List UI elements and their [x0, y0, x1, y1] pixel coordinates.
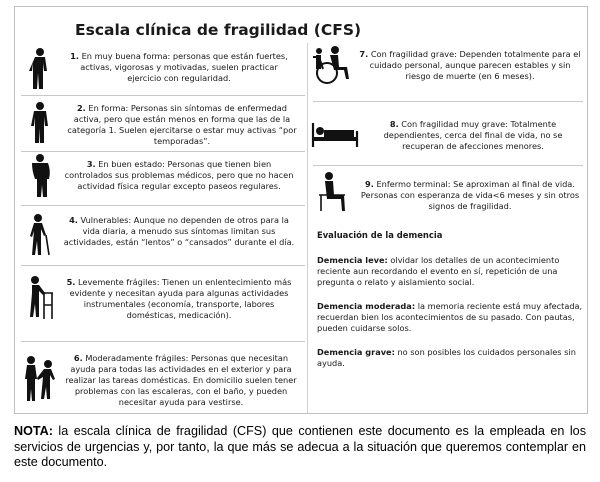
frailty-item-8 [311, 103, 587, 165]
dementia-mild-text: olvidar los detalles de un acontecimiento reciente aun recordando el evento en sí, repetición de una pregunta o relato y aislamiento social. [317, 255, 560, 287]
dementia-mild [317, 255, 585, 288]
heavy-man-standing-icon [26, 153, 54, 199]
item-2-number: 2. [76, 103, 86, 113]
man-standing-icon [27, 101, 53, 145]
item-3-number: 3. [86, 159, 96, 169]
man-with-cane-icon [25, 213, 55, 257]
dementia-moderate [317, 301, 585, 334]
person-in-wheelchair-icon [311, 45, 353, 85]
item-6-text: Moderadamente frágiles: Personas que necesitan ayuda para todas las actividades en el exterior y para realizar las tareas domésticas. En domicilio suelen tener problemas con las escaleras, con el baño, y pueden necesitar ayuda para vestirse. [65, 353, 297, 407]
dementia-severe-text: no son posibles los cuidados personales sin ayuda. [317, 347, 576, 368]
item-7-number: 7. [359, 49, 369, 59]
item-9-number: 9. [365, 179, 374, 189]
frailty-scale-panel [14, 6, 588, 414]
frailty-item-5 [15, 267, 305, 335]
item-5-number: 5. [66, 277, 76, 287]
note-label: NOTA: [14, 424, 53, 438]
person-with-walker-icon [23, 275, 57, 321]
dementia-severe [317, 347, 585, 369]
item-1-text: En muy buena forma: personas que están fuertes, activas, vigorosas y motivadas, suelen practicar ejercicio con regularidad. [80, 51, 288, 83]
note-paragraph [14, 424, 586, 471]
frailty-item-3 [15, 153, 305, 205]
frailty-item-6 [15, 343, 305, 413]
divider [21, 341, 305, 342]
item-8-number: 8. [389, 119, 399, 129]
divider [21, 151, 305, 152]
assisted-person-walking-icon [21, 355, 61, 405]
dementia-moderate-text: la memoria reciente está muy afectada, recuerdan bien los acontecimientos de su pasado. Con pautas, pueden cuidarse solos. [317, 301, 583, 333]
item-7-text: Con fragilidad grave: Dependen totalmente para el cuidado personal, aunque parecen estables y sin riesgo de muerte (en 6 meses). [369, 49, 581, 81]
item-4-text: Vulnerables: Aunque no dependen de otros para la vida diaria, a menudo sus síntomas limitan sus actividades, están “lentos” o “cansados” durante el día. [63, 215, 295, 247]
dementia-title: Evaluación de la demencia [317, 230, 443, 240]
man-walking-upright-icon [27, 47, 53, 91]
frailty-item-4 [15, 207, 305, 265]
item-3-text: En buen estado: Personas que tienen bien controlados sus problemas médicos, pero que no hacen actividad física regular excepto paseos regulares. [64, 159, 294, 191]
dementia-mild-label: Demencia leve: [317, 255, 388, 265]
item-2-text: En forma: Personas sin síntomas de enfermedad activa, pero que están menos en forma que las de la categoría 1. Suelen ejercitarse o estar muy activas “por temporadas”. [67, 103, 297, 146]
frailty-item-9 [311, 167, 587, 217]
divider [21, 95, 305, 96]
column-divider [307, 43, 308, 413]
item-9-text: Enfermo terminal: Se aproximan al final de vida. Personas con esperanza de vida<6 meses y sin otros signos de fragilidad. [360, 179, 580, 211]
person-sitting-icon [315, 171, 351, 213]
dementia-moderate-label: Demencia moderada: [317, 301, 416, 311]
divider [21, 205, 305, 206]
item-5-text: Levemente frágiles: Tienen un enlentecimiento más evidente y necesitan ayuda para algunas actividades instrumentales (economía, transporte, labores domésticas, medicación). [69, 277, 292, 320]
frailty-item-2 [15, 97, 305, 149]
divider [313, 165, 583, 166]
divider [313, 101, 583, 102]
scale-title: Escala clínica de fragilidad (CFS) [75, 21, 362, 39]
frailty-item-7 [311, 43, 587, 101]
item-1-number: 1. [70, 51, 80, 61]
note-text: la escala clínica de fragilidad (CFS) que contienen este documento es la empleada en los servicios de urgencias y, por tanto, la que más se adecua a la situación que queremos contemplar en este documento. [14, 424, 586, 469]
dementia-severe-label: Demencia grave: [317, 347, 395, 357]
item-8-text: Con fragilidad muy grave: Totalmente dependientes, cerca del final de vida, no se recuperan de afecciones menores. [383, 119, 563, 151]
person-in-bed-icon [311, 119, 359, 149]
item-6-number: 6. [73, 353, 83, 363]
frailty-item-1 [15, 45, 305, 93]
item-4-number: 4. [69, 215, 78, 225]
divider [21, 265, 305, 266]
